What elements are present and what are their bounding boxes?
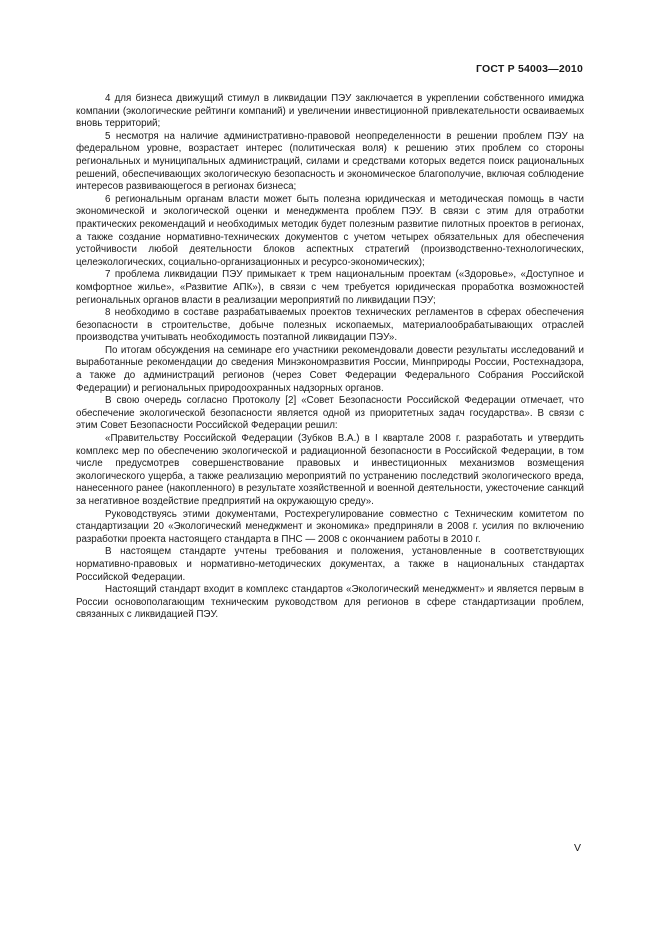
paragraph-item-8: 8 необходимо в составе разрабатываемых проектов технических регламентов в сферах обеспечения безопасности в строительстве, добыче полезных ископаемых, материалообрабатывающих отраслей производства учитывать необходимость поэтапной ликвидации ПЭУ». bbox=[76, 307, 584, 344]
paragraph-item-4: 4 для бизнеса движущий стимул в ликвидации ПЭУ заключается в укреплении собственного имиджа компании (экологические рейтинги компаний) и увеличении инвестиционной привлекательности осваиваемых вновь территорий; bbox=[76, 93, 584, 130]
paragraph-rostekhregulirovanie: Руководствуясь этими документами, Ростехрегулирование совместно с Техническим комитетом по стандартизации 20 «Экологический менеджмент и экономика» предприняли в 2008 г. усилия по включению разработки проекта настоящего стандарта в ПНС — 2008 с окончанием работы в 2010 г. bbox=[76, 508, 584, 545]
paragraph-security-council: В свою очередь согласно Протоколу [2] «Совет Безопасности Российской Федерации отмечает, что обеспечение экологической безопасности является одной из приоритетных задач государства». В связи с этим Совет Безопасности Российской Федерации решил: bbox=[76, 395, 584, 432]
paragraph-item-5: 5 несмотря на наличие административно-правовой неопределенности в решении проблем ПЭУ на федеральном уровне, возрастает интерес (политическая воля) к решению этих проблем со стороны региональных и муниципальных администраций, силами и средствами которых ведется поиск рациональных решений, обеспечивающих экологическую безопасность и экономическое благополучие, включая соблюдение интересов развивающегося в регионах бизнеса; bbox=[76, 130, 584, 193]
paragraph-government-quote: «Правительству Российской Федерации (Зубков В.А.) в I квартале 2008 г. разработать и утвердить комплекс мер по обеспечению экологической и радиационной безопасности в Российской Федерации, в том числе предусмотрев совершенствование правовых и инвестиционных механизмов возмещения экологического ущерба, а также реализацию мероприятий по устранению последствий экологического вреда, нанесенного ранее (накопленного) в результате хозяйственной и военной деятельности, ужесточение санкций за негативное воздействие предприятий на окружающую среду». bbox=[76, 433, 584, 507]
body-text bbox=[76, 93, 584, 622]
paragraph-seminar-results: По итогам обсуждения на семинаре его участники рекомендовали довести результаты исследований и выработанные рекомендации до сведения Минэкономразвития России, Минприроды России, Ростехнадзора, а также до администраций регионов (через Совет Федерации Федерального Собрания Российской Федерации) и региональных природоохранных надзорных органов. bbox=[76, 344, 584, 394]
paragraph-requirements: В настоящем стандарте учтены требования и положения, установленные в соответствующих нормативно-правовых и нормативно-методических документах, а также в национальных стандартах Российской Федерации. bbox=[76, 546, 584, 583]
standard-designation: ГОСТ Р 54003—2010 bbox=[475, 63, 583, 75]
paragraph-item-6: 6 региональным органам власти может быть полезна юридическая и методическая помощь в части экономической и экологической оценки и менеджмента проблем ПЭУ. В связи с этим для отработки практических рекомендаций и необходимых методик будет полезным развитие пилотных проектов в регионах, а также создание нормативно-технических документов с учетом четырех обязательных для обеспечения устойчивости любой деятельности блоков аспектных стратегий (производственно-технологических, целеэкологических, социально-организационных и ресурсо-экономических); bbox=[76, 193, 584, 268]
paragraph-complex-standards: Настоящий стандарт входит в комплекс стандартов «Экологический менеджмент» и является первым в России основополагающим техническим руководством для регионов в сфере стандартизации проблем, связанных с ликвидацией ПЭУ. bbox=[76, 584, 584, 621]
page-number: V bbox=[573, 842, 581, 854]
paragraph-item-7: 7 проблема ликвидации ПЭУ примыкает к трем национальным проектам («Здоровье», «Доступное и комфортное жилье», «Развитие АПК»), в связи с чем требуется юридическая проработка возможностей региональных органов власти в реализации мероприятий по ликвидации ПЭУ; bbox=[76, 269, 584, 306]
